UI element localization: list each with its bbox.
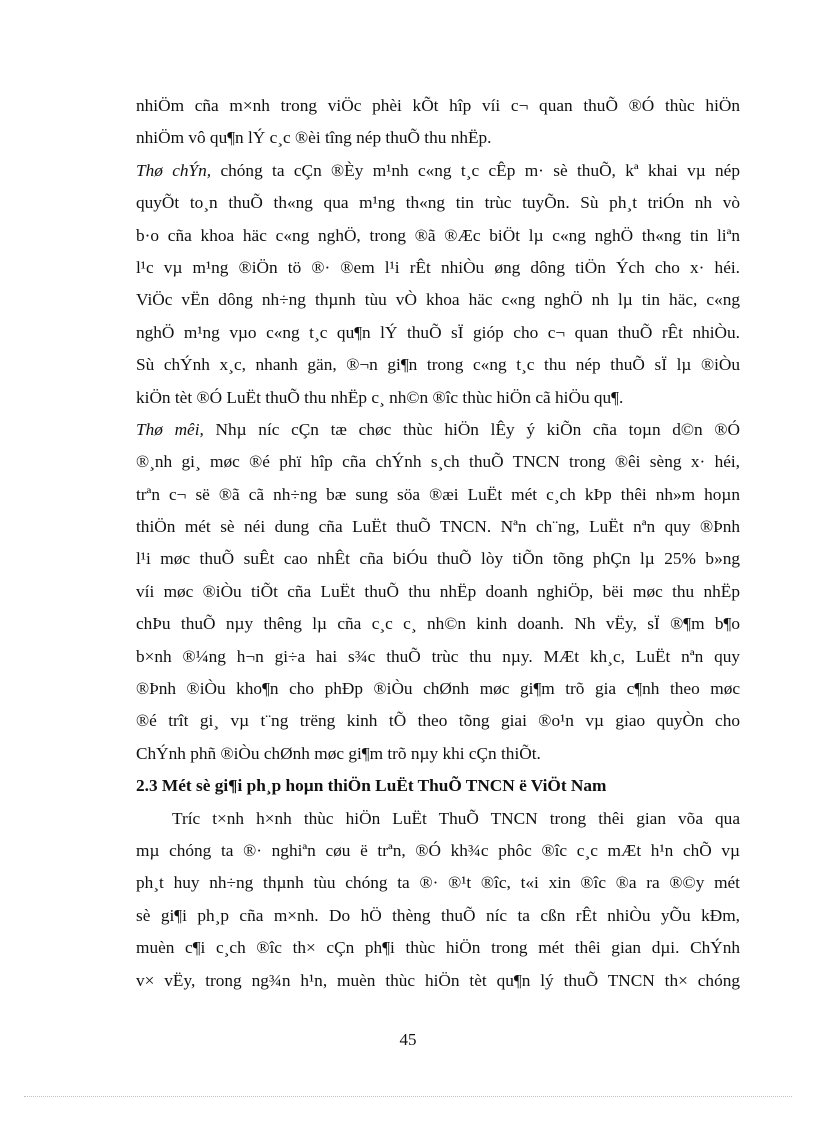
text-line-content: mµ chóng ta ®· nghiªn cøu ë trªn, ®Ó kh¾c phôc ®îc c¸c mÆt h¹n chÕ vµ bbox=[136, 840, 740, 860]
bottom-dotted-rule bbox=[24, 1096, 792, 1097]
text-line bbox=[136, 414, 740, 446]
text-line bbox=[136, 641, 740, 673]
text-line-content: chóng ta cÇn ®Èy m¹nh c«ng t¸c cÊp m· sè thuÕ, kª khai vµ nép bbox=[211, 160, 740, 180]
text-line bbox=[136, 543, 740, 575]
text-line bbox=[136, 284, 740, 316]
text-line bbox=[136, 835, 740, 867]
text-line bbox=[136, 349, 740, 381]
text-line-content: trªn c¬ së ®ã cã nh÷ng bæ sung söa ®æi LuËt mét c¸ch kÞp thêi nh»m hoµn bbox=[136, 484, 740, 504]
paragraph-lead-italic: Thø chÝn, bbox=[136, 160, 212, 180]
text-line bbox=[136, 867, 740, 899]
text-line bbox=[136, 965, 740, 997]
text-line-content: víi møc ®iÒu tiÕt cña LuËt thuÕ thu nhËp doanh nghiÖp, bëi møc thu nhËp bbox=[136, 581, 740, 601]
text-line bbox=[136, 90, 740, 122]
text-line bbox=[136, 576, 740, 608]
paragraph-block-2 bbox=[136, 803, 740, 997]
page-body bbox=[136, 90, 740, 997]
text-line bbox=[136, 446, 740, 478]
text-line bbox=[136, 705, 740, 737]
text-line bbox=[136, 317, 740, 349]
text-line-content: nghÖ m¹ng vµo c«ng t¸c qu¶n lÝ thuÕ sÏ gióp cho c¬ quan thuÕ rÊt nhiÒu. bbox=[136, 322, 740, 342]
text-line bbox=[136, 511, 740, 543]
text-line-content: sè gi¶i ph¸p cña m×nh. Do hÖ thèng thuÕ níc ta cßn rÊt nhiÒu yÕu kÐm, bbox=[136, 905, 740, 925]
text-line bbox=[136, 155, 740, 187]
text-line-content: ®¸nh gi¸ møc ®é phï hîp cña chÝnh s¸ch thuÕ TNCN trong ®êi sèng x· héi, bbox=[136, 452, 740, 472]
paragraph-lead-italic: Thø mêi, bbox=[136, 419, 204, 439]
paragraph-block-1 bbox=[136, 90, 740, 770]
text-line-content: v× vËy, trong ng¾n h¹n, muèn thùc hiÖn tèt qu¶n lý thuÕ TNCN th× chóng bbox=[136, 970, 740, 990]
text-line-content: ViÖc vËn dông nh÷ng thµnh tùu vÒ khoa häc c«ng nghÖ nh lµ tin häc, c«ng bbox=[136, 290, 740, 310]
text-line bbox=[136, 900, 740, 932]
text-line bbox=[136, 479, 740, 511]
text-line bbox=[136, 932, 740, 964]
text-line-content: ®é trît gi¸ vµ t¨ng trëng kinh tÕ theo tõng giai ®o¹n vµ giao quyÒn cho bbox=[136, 711, 740, 731]
text-line-content: quyÕt to¸n thuÕ th«ng qua m¹ng th«ng tin trùc tuyÕn. Sù ph¸t triÓn nh vò bbox=[136, 193, 740, 213]
text-line bbox=[136, 252, 740, 284]
text-line-content: thiÖn mét sè néi dung cña LuËt thuÕ TNCN. Nªn ch¨ng, LuËt nªn quy ®Þnh bbox=[136, 517, 740, 537]
text-line-content: ChÝnh phñ ®iÒu chØnh møc gi¶m trõ nµy khi cÇn thiÕt. bbox=[136, 743, 541, 763]
text-line-content: l¹i møc thuÕ suÊt cao nhÊt cña biÓu thuÕ lòy tiÕn tõng phÇn lµ 25% b»ng bbox=[136, 549, 740, 569]
text-line bbox=[136, 122, 740, 154]
text-line-content: chÞu thuÕ nµy thêng lµ cña c¸c c¸ nh©n kinh doanh. Nh vËy, sÏ ®¶m b¶o bbox=[136, 614, 740, 634]
text-line-content: nhiÖm cña m×nh trong viÖc phèi kÕt hîp víi c¬ quan thuÕ ®Ó thùc hiÖn bbox=[136, 96, 740, 115]
text-line bbox=[136, 608, 740, 640]
text-line bbox=[136, 673, 740, 705]
text-line bbox=[136, 803, 740, 835]
text-line-content: Sù chÝnh x¸c, nhanh gän, ®¬n gi¶n trong c«ng t¸c thu nép thuÕ sÏ lµ ®iÒu bbox=[136, 355, 740, 375]
text-line bbox=[136, 220, 740, 252]
text-line bbox=[136, 382, 740, 414]
text-line-content: Nhµ níc cÇn tæ chøc thùc hiÖn lÊy ý kiÕn cña toµn d©n ®Ó bbox=[203, 419, 740, 439]
text-line bbox=[136, 738, 740, 770]
text-line bbox=[136, 187, 740, 219]
text-line-content: ph¸t huy nh÷ng thµnh tùu chóng ta ®· ®¹t ®îc, t«i xin ®îc ®a ra ®©y mét bbox=[136, 873, 740, 893]
section-heading: 2.3 Mét sè gi¶i ph¸p hoµn thiÖn LuËt ThuÕ TNCN ë ViÖt Nam bbox=[136, 776, 607, 796]
text-line-content: kiÖn tèt ®Ó LuËt thuÕ thu nhËp c¸ nh©n ®îc thùc hiÖn cã hiÖu qu¶. bbox=[136, 387, 624, 407]
text-line-content: l¹c vµ m¹ng ®iÖn tö ®· ®em l¹i rÊt nhiÒu øng dông tiÖn Ých cho x· héi. bbox=[136, 257, 740, 277]
text-line-content: Tríc t×nh h×nh thùc hiÖn LuËt ThuÕ TNCN trong thêi gian võa qua bbox=[172, 808, 740, 828]
text-line-content: b·o cña khoa häc c«ng nghÖ, trong ®ã ®Æc biÖt lµ c«ng nghÖ th«ng tin liªn bbox=[136, 225, 740, 245]
page-number: 45 bbox=[399, 1030, 417, 1049]
text-line-content: b×nh ®¼ng h¬n gi÷a hai s¾c thuÕ trùc thu nµy. MÆt kh¸c, LuËt nªn quy bbox=[136, 646, 740, 666]
text-line-content: ®Þnh ®iÒu kho¶n cho phÐp ®iÒu chØnh møc gi¶m trõ gia c¶nh theo møc bbox=[136, 679, 740, 699]
text-line-content: muèn c¶i c¸ch ®îc th× cÇn ph¶i thùc hiÖn trong mét thêi gian dµi. ChÝnh bbox=[136, 938, 740, 958]
text-line-content: nhiÖm vô qu¶n lÝ c¸c ®èi tîng nép thuÕ thu nhËp. bbox=[136, 128, 492, 148]
